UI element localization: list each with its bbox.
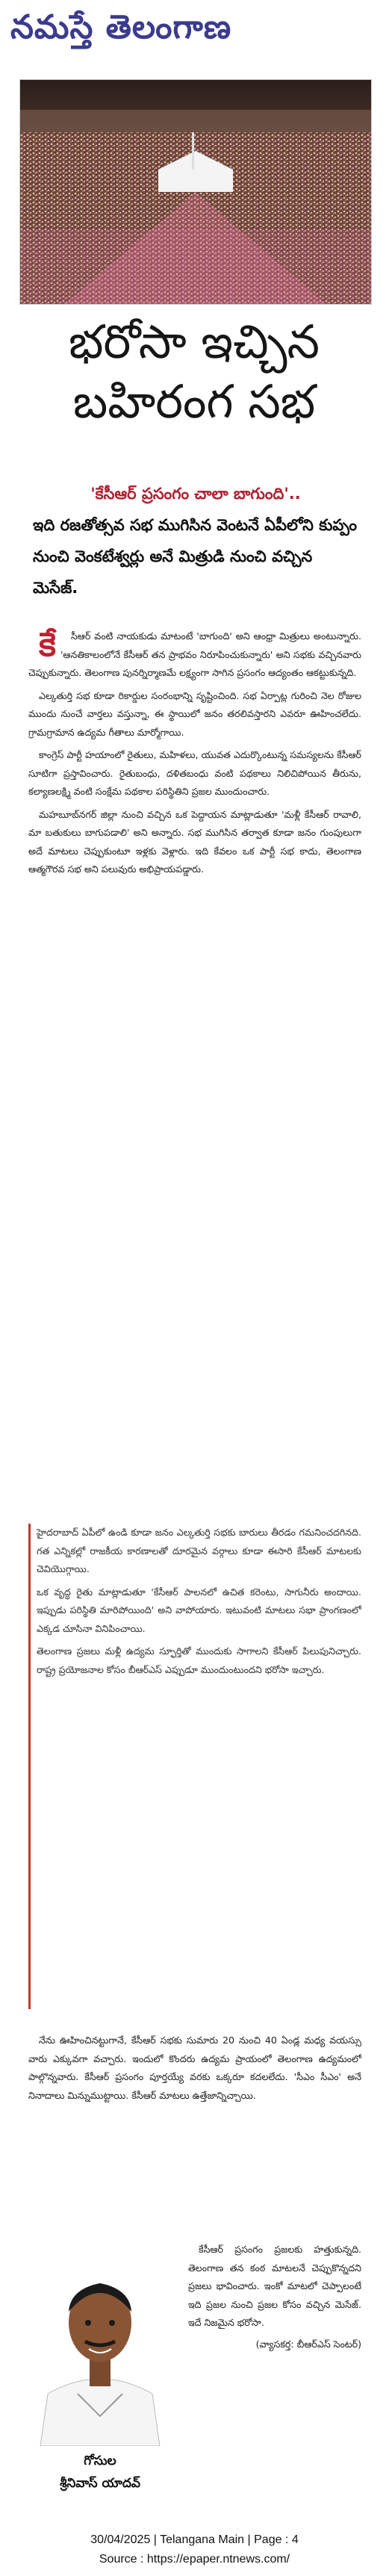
subheadline [33,478,358,603]
sidebar-column [188,2241,361,2495]
author-caption [25,2450,175,2495]
rally-photo [19,79,372,305]
newspaper-title: నమస్తే తెలంగాణ [10,8,232,46]
highlight-box [28,1524,361,2009]
headline [30,312,358,432]
sidebar-paragraph: కేసీఆర్ ప్రసంగం ప్రజలకు హత్తుకున్నది. తెలంగాణ తన కంఠ మాటలనే చెప్పుకొన్నదని ప్రజలు భావించారు. ఇంకో మాటలో చెప్పాలంటే ఇది ప్రజల నుంచి ప్రజల కోసం వచ్చిన మెసేజ్. ఇదే నిజమైన భరోసా. [188,2244,361,2328]
footer-source: Source : https://epaper.ntnews.com/ [99,2553,290,2566]
headline-line-2: బహిరంగ సభ [72,374,316,429]
footer-date-page: 30/04/2025 | Telangana Main | Page : 4 [90,2533,299,2546]
highlight-paragraph: తెలంగాణ ప్రజలు మళ్లీ ఉద్యమ స్ఫూర్తితో ముందుకు సాగాలని కేసీఆర్ పిలుపునిచ్చారు. రాష్ట్ర ప్రయోజనాల కోసం బీఆర్‌ఎస్ ఎప్పుడూ ముందుంటుందని భరోసా ఇచ్చారు. [37,1645,361,1675]
article-body-continued [28,2032,361,2233]
article-paragraph: ఎల్కతుర్తి సభ కూడా రికార్డుల సంరంభాన్ని సృష్టించింది. సభ ఏర్పాట్ల గురించి నెల రోజుల ముందు నుంచే వార్తలు వస్తున్నా, ఈ స్థాయిలో జనం తరలివస్తారని ఎవరూ ఊహించలేదు. గ్రామగ్రామాన ఉద్యమ గీతాలు మార్మోగాయి. [28,689,361,738]
masthead [10,7,376,55]
subheadline-text: ఇది రజతోత్సవ సభ ముగిసిన వెంటనే ఏపీలోని కుప్పం నుంచి వెంకటేశ్వర్లు అనే మిత్రుడి నుంచి వచ్చిన మెసేజ్. [33,516,358,597]
headline-line-1: భరోసా ఇచ్చిన [68,314,320,369]
byline: (వ్యాసకర్త: బీఆర్‌ఎస్ సెంటర్) [255,2338,361,2350]
crowd-image [20,80,371,304]
article-body [28,627,361,1494]
article-paragraph: కాంగ్రెస్ పార్టీ హయాంలో రైతులు, మహిళలు, యువత ఎదుర్కొంటున్న సమస్యలను కేసీఆర్ సూటిగా ప్రస్తావించారు. రైతుబంధు, దళితబంధు వంటి పథకాలు నిలిచిపోయిన తీరును, కల్యాణలక్ష్మి వంటి సంక్షేమ పథకాల పరిస్థితిని ప్రజల ముందుంచారు. [28,749,361,797]
drop-cap: కే [39,627,56,664]
highlight-paragraph: ఒక వృద్ధ రైతు మాట్లాడుతూ 'కేసీఆర్ పాలనలో ఉచిత కరెంటు, సాగునీరు అందాయి. ఇప్పుడు పరిస్థితి మారిపోయింది' అని వాపోయారు. ఇటువంటి మాటలు సభా ప్రాంగణంలో ఎక్కడ చూసినా వినిపించాయి. [37,1586,361,1634]
author-full-name: శ్రీనివాస్ యాదవ్ [60,2476,140,2491]
author-portrait-image [25,2244,175,2446]
page-footer [0,2530,389,2569]
article-paragraph: కే సీఆర్ వంటి నాయకుడు మాటంటే 'బాగుంది' అని ఆంధ్రా మిత్రులు అంటున్నారు. 'ఆనతికాలంలోనే కేసీఆర్ తన ప్రాభవం నిరూపించుకున్నారు' అని సభకు వచ్చినవారు చెప్పుకున్నారు. తెలంగాణ పునర్నిర్మాణమే లక్ష్యంగా సాగిన ప్రసంగం ఆద్యంతం ఆకట్టుకున్నది. [28,627,361,678]
author-photo [25,2244,175,2446]
highlight-paragraph: హైదరాబాద్ ఏపీలో ఉండి కూడా జనం ఎల్కతుర్తి సభకు బారులు తీరడం గమనించదగినది. గత ఎన్నికల్లో రాజకీయ కారణాలతో దూరమైన వర్గాలు కూడా ఈసారి కేసీఆర్ మాటలకు చెవియొగ్గాయి. [37,1527,361,1574]
author-name: గోసుల [84,2454,116,2468]
article-paragraph: మహబూబ్‌నగర్ జిల్లా నుంచి వచ్చిన ఒక పెద్దాయన మాట్లాడుతూ 'మళ్లీ కేసీఆర్ రావాలి, మా బతుకులు బాగుపడాలి' అని అన్నారు. సభ ముగిసిన తర్వాత కూడా జనం గుంపులుగా అదే మాటలు చెప్పుకుంటూ ఇళ్లకు వెళ్లారు. ఇది కేవలం ఒక పార్టీ సభ కాదు, తెలంగాణ ఆత్మగౌరవ సభ అని పలువురు అభిప్రాయపడ్డారు. [28,808,361,875]
subheadline-quote: 'కేసీఆర్ ప్రసంగం చాలా బాగుంది'.. [90,485,301,503]
article-paragraph: నేను ఊహించినట్టుగానే, కేసీఆర్ సభకు సుమారు 20 నుంచి 40 ఏండ్ల మధ్య వయస్సు వారు ఎక్కువగా వచ్చారు. ఇందులో కొందరు ఉద్యమ ప్రాయంలో తెలంగాణ ఉద్యమంలో పాల్గొన్నవారు. కేసీఆర్ ప్రసంగం పూర్తయ్యే వరకు ఒక్కరూ కదలలేదు. 'సీఎం సీఎం' అనే నినాదాలు మిన్నుముట్టాయి. కేసీఆర్ మాటలు ఉత్తేజాన్నిచ్చాయి. [28,2035,361,2101]
